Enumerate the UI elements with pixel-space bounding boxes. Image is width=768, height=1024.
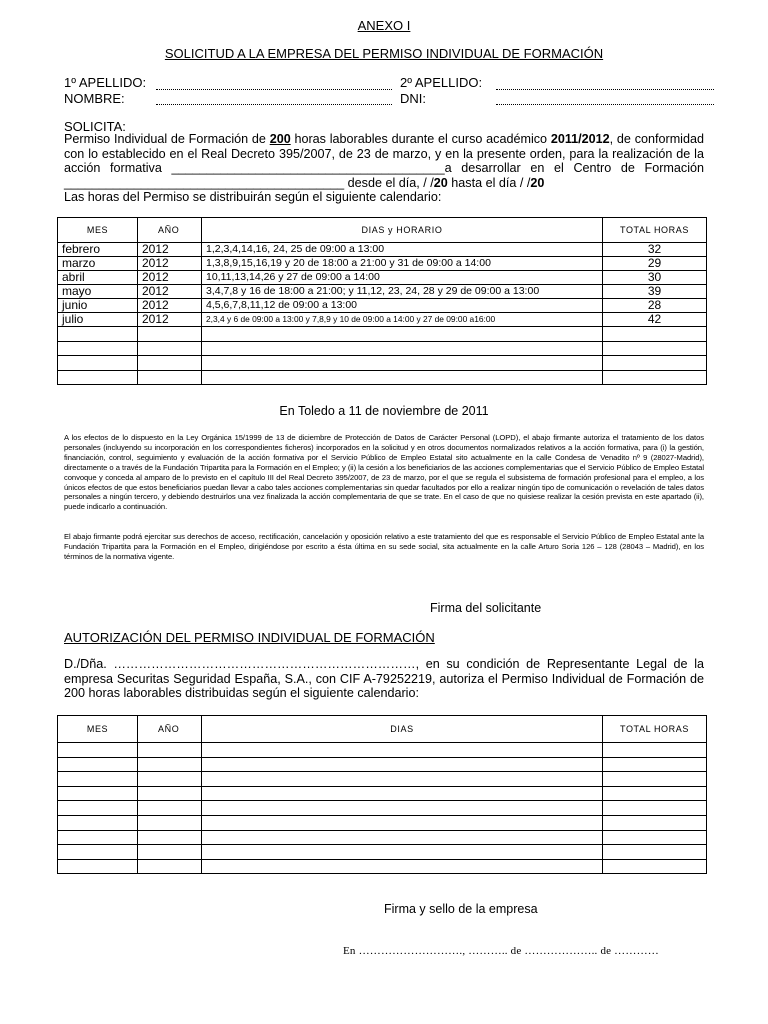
- request-text-5: Las horas del Permiso se distribuirán según el siguiente calendario:: [64, 190, 442, 204]
- cell-days[interactable]: [202, 327, 603, 342]
- form-title: SOLICITUD A LA EMPRESA DEL PERMISO INDIVIDUAL DE FORMACIÓN: [164, 46, 604, 61]
- cell-days[interactable]: 2,3,4 y 6 de 09:00 a 13:00 y 7,8,9 y 10 de 09:00 a 14:00 y 27 de 09:00 a16:00: [202, 313, 603, 327]
- cell-days[interactable]: [202, 370, 603, 385]
- authorization-title: AUTORIZACIÓN DEL PERMISO INDIVIDUAL DE FORMACIÓN: [64, 630, 435, 645]
- col-header-month: MES: [58, 218, 138, 243]
- cell-year[interactable]: 2012: [138, 313, 202, 327]
- table-row-empty: [58, 859, 707, 874]
- cell-year[interactable]: 2012: [138, 257, 202, 271]
- cell-days[interactable]: 1,3,8,9,15,16,19 y 20 de 18:00 a 21:00 y 31 de 09:00 a 14:00: [202, 257, 603, 271]
- cell-month[interactable]: [58, 772, 138, 787]
- table-row-empty: [58, 815, 707, 830]
- footer-date: En ………………………., ……….. de ……………….. de …………: [343, 945, 659, 957]
- table-row-empty: [58, 341, 707, 356]
- cell-year[interactable]: [138, 772, 202, 787]
- table-row: [58, 243, 707, 257]
- request-year-from: 20: [433, 175, 448, 190]
- surname2-field[interactable]: [496, 89, 714, 90]
- table-row-empty: [58, 845, 707, 860]
- cell-year[interactable]: 2012: [138, 243, 202, 257]
- request-text-4: hasta el día / /: [447, 175, 531, 190]
- cell-month[interactable]: [58, 356, 138, 371]
- cell-total[interactable]: [603, 859, 707, 874]
- cell-month[interactable]: [58, 815, 138, 830]
- cell-year[interactable]: [138, 801, 202, 816]
- cell-month[interactable]: marzo: [58, 257, 138, 271]
- col-header-month: MES: [58, 716, 138, 743]
- request-paragraph: [64, 132, 704, 205]
- cell-year[interactable]: [138, 859, 202, 874]
- surname1-label: 1º APELLIDO:: [64, 75, 147, 90]
- cell-year[interactable]: [138, 743, 202, 758]
- table-header-row: [58, 716, 707, 743]
- cell-month[interactable]: [58, 327, 138, 342]
- calendar-table-authorization: [57, 715, 707, 874]
- cell-total[interactable]: [603, 757, 707, 772]
- table-row-empty: [58, 743, 707, 758]
- cell-month[interactable]: mayo: [58, 285, 138, 299]
- cell-days[interactable]: [202, 801, 603, 816]
- cell-days[interactable]: [202, 815, 603, 830]
- cell-days[interactable]: [202, 786, 603, 801]
- legal-paragraph-2: El abajo firmante podrá ejercitar sus derechos de acceso, rectificación, cancelación y oposición relativo a este tratamiento del que es responsable el Servicio Público de Empleo Estatal ante la Fundación Tripartita para la Formación en el Empleo, dirigiéndose por escrito a ésta última en su sede social, sita actualmente en la calle Arturo Soria 126 – 128 (28043 – Madrid), en los términos de la normativa vigente.: [64, 532, 704, 561]
- cell-month[interactable]: [58, 757, 138, 772]
- cell-days[interactable]: [202, 743, 603, 758]
- cell-total[interactable]: [603, 772, 707, 787]
- annex-title: ANEXO I: [357, 18, 411, 33]
- calendar-table-request: [57, 217, 707, 385]
- cell-total[interactable]: [603, 370, 707, 385]
- cell-days[interactable]: [202, 845, 603, 860]
- request-hours: 200: [269, 132, 291, 146]
- cell-total[interactable]: 30: [603, 271, 707, 285]
- col-header-days: DIAS: [202, 716, 603, 743]
- table-row-empty: [58, 772, 707, 787]
- cell-total[interactable]: [603, 830, 707, 845]
- cell-total[interactable]: [603, 801, 707, 816]
- cell-year[interactable]: 2012: [138, 285, 202, 299]
- request-year: 2011/2012: [550, 132, 610, 146]
- cell-year[interactable]: [138, 815, 202, 830]
- cell-days[interactable]: [202, 341, 603, 356]
- table-row: [58, 271, 707, 285]
- cell-month[interactable]: [58, 830, 138, 845]
- cell-days[interactable]: [202, 757, 603, 772]
- request-heading: SOLICITA:: [64, 119, 126, 134]
- table-row: [58, 257, 707, 271]
- col-header-year: AÑO: [138, 716, 202, 743]
- cell-days[interactable]: [202, 772, 603, 787]
- dni-field[interactable]: [496, 104, 714, 105]
- cell-total[interactable]: [603, 786, 707, 801]
- table-header-row: [58, 218, 707, 243]
- cell-year[interactable]: [138, 786, 202, 801]
- cell-total[interactable]: [603, 327, 707, 342]
- request-text-2: horas laborables durante el curso académico: [290, 132, 551, 146]
- table-row: [58, 313, 707, 327]
- place-date: En Toledo a 11 de noviembre de 2011: [279, 404, 489, 418]
- cell-year[interactable]: 2012: [138, 299, 202, 313]
- cell-month[interactable]: febrero: [58, 243, 138, 257]
- table-row-empty: [58, 370, 707, 385]
- table-row-empty: [58, 327, 707, 342]
- applicant-signature-label: Firma del solicitante: [430, 601, 542, 615]
- cell-year[interactable]: [138, 845, 202, 860]
- cell-month[interactable]: [58, 341, 138, 356]
- cell-total[interactable]: [603, 845, 707, 860]
- cell-days[interactable]: 10,11,13,14,26 y 27 de 09:00 a 14:00: [202, 271, 603, 285]
- name-field[interactable]: [156, 104, 392, 105]
- cell-days[interactable]: [202, 859, 603, 874]
- cell-month[interactable]: [58, 370, 138, 385]
- cell-total[interactable]: [603, 815, 707, 830]
- cell-year[interactable]: 2012: [138, 271, 202, 285]
- cell-month[interactable]: [58, 801, 138, 816]
- dni-label: DNI:: [400, 91, 426, 106]
- surname2-label: 2º APELLIDO:: [400, 75, 483, 90]
- cell-total[interactable]: 28: [603, 299, 707, 313]
- cell-total[interactable]: [603, 356, 707, 371]
- cell-month[interactable]: junio: [58, 299, 138, 313]
- cell-year[interactable]: [138, 830, 202, 845]
- table-row-empty: [58, 356, 707, 371]
- col-header-days: DIAS y HORARIO: [202, 218, 603, 243]
- cell-days[interactable]: 3,4,7,8 y 16 de 18:00 a 21:00; y 11,12, 23, 24, 28 y 29 de 09:00 a 13:00: [202, 285, 603, 299]
- table-row: [58, 285, 707, 299]
- cell-month[interactable]: [58, 845, 138, 860]
- table-row-empty: [58, 757, 707, 772]
- legal-paragraph-1: A los efectos de lo dispuesto en la Ley Orgánica 15/1999 de 13 de diciembre de Protección de Datos de Carácter Personal (LOPD), el abajo firmante autoriza el tratamiento de los datos personales (incluyendo su incorporación en los correspondientes ficheros) incorporados en la solicitud y en otros documentos normalizados relativos a la acción formativa, para (i) la gestión, financiación, control, seguimiento y evaluación de la acción formativa por el Servicio Público de Empleo Estatal sito actualmente en la calle Condesa de Venadito nº 9 (28027-Madrid), directamente o a través de la Fundación Tripartita para la Formación en el Empleo; y (ii) la cesión a los beneficiarios de las acciones complementarias que el Servicio Público de Empleo Estatal convoque y conceda al amparo de lo previsto en el capítulo III del Real Decreto 395/2007, de 23 de marzo, por el que se regula el subsistema de formación profesional para el empleo, a los únicos efectos de que estos beneficiarios puedan llevar a cabo tales acciones complementarias sin quedar facultados por ello a realizar ningún tipo de comunicación o revelación de tales datos personales a ningún tercero, y debiendo destruirlos una vez finalizada la acción complementaria de que se trate. En el caso de que no quisiese realizar la cesión prevista en este apartado (ii), puede indicarlo a continuación.: [64, 433, 704, 512]
- table-row: [58, 299, 707, 313]
- cell-total[interactable]: [603, 743, 707, 758]
- cell-month[interactable]: abril: [58, 271, 138, 285]
- cell-total[interactable]: [603, 341, 707, 356]
- surname1-field[interactable]: [156, 89, 392, 90]
- cell-total[interactable]: 39: [603, 285, 707, 299]
- cell-total[interactable]: 42: [603, 313, 707, 327]
- request-year-to: 20: [530, 175, 545, 190]
- cell-month[interactable]: [58, 786, 138, 801]
- cell-days[interactable]: 4,5,6,7,8,11,12 de 09:00 a 13:00: [202, 299, 603, 313]
- cell-year[interactable]: [138, 757, 202, 772]
- cell-year[interactable]: [138, 356, 202, 371]
- request-text-3: , de conformidad con lo establecido en el Real Decreto 395/2007, de 23 de marzo, y en la presente orden, para la realización de la acción formativa _______________________________________a desarrollar en el Centro de Formación ________________________________________ desde el día, / /: [64, 132, 704, 190]
- cell-year[interactable]: [138, 370, 202, 385]
- col-header-year: AÑO: [138, 218, 202, 243]
- authorization-paragraph: D./Dña. ………………………………………………………………, en su condición de Representante Legal de la empresa Securitas Seguridad España, S.A., con CIF A-79252219, autoriza el Permiso Individual de Formación de 200 horas laborables distribuidas según el siguiente calendario:: [64, 657, 704, 700]
- cell-year[interactable]: [138, 341, 202, 356]
- cell-month[interactable]: [58, 859, 138, 874]
- company-signature-label: Firma y sello de la empresa: [384, 902, 538, 916]
- cell-month[interactable]: [58, 743, 138, 758]
- cell-year[interactable]: [138, 327, 202, 342]
- request-text-1: Permiso Individual de Formación de: [64, 132, 270, 146]
- table-row-empty: [58, 830, 707, 845]
- cell-days[interactable]: [202, 356, 603, 371]
- table-row-empty: [58, 801, 707, 816]
- cell-total[interactable]: 29: [603, 257, 707, 271]
- cell-days[interactable]: [202, 830, 603, 845]
- col-header-total: TOTAL HORAS: [603, 716, 707, 743]
- cell-total[interactable]: 32: [603, 243, 707, 257]
- cell-month[interactable]: julio: [58, 313, 138, 327]
- table-row-empty: [58, 786, 707, 801]
- cell-days[interactable]: 1,2,3,4,14,16, 24, 25 de 09:00 a 13:00: [202, 243, 603, 257]
- col-header-total: TOTAL HORAS: [603, 218, 707, 243]
- name-label: NOMBRE:: [64, 91, 125, 106]
